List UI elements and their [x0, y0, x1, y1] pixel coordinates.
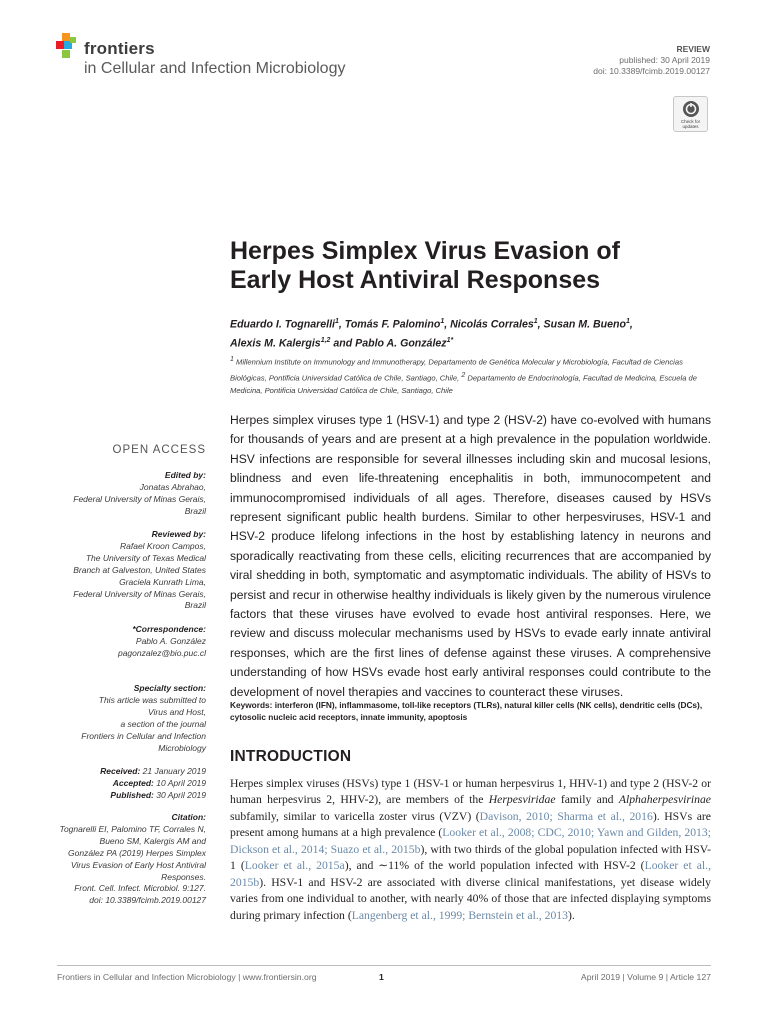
edited-by-line: Jonatas Abrahao,: [139, 481, 206, 492]
correspondence-email[interactable]: pagonzalez@bio.puc.cl: [117, 647, 206, 658]
citation-line: Responses.: [161, 871, 206, 882]
edited-by-label: Edited by:: [164, 470, 206, 480]
intro-text: ). HSV-1 and HSV-2 are associated with diverse clinical manifestations, yet disease widely varies from one individual to another, with nearly 40% of those that are infected displaying symptoms during primary infection (: [230, 875, 711, 922]
author-name[interactable]: Alexis M. Kalergis: [230, 337, 321, 350]
publication-info: [593, 44, 710, 77]
header-doi: doi: 10.3389/fcimb.2019.00127: [593, 66, 710, 76]
page-number: 1: [379, 972, 384, 982]
accepted-label: Accepted:: [112, 777, 154, 788]
footer-volume-info: April 2019 | Volume 9 | Article 127: [580, 972, 711, 982]
edited-by-block: [30, 470, 206, 518]
reviewed-by-line: Rafael Kroon Campos,: [120, 540, 206, 551]
reviewed-by-line: Federal University of Minas Gerais,: [73, 588, 206, 599]
author-affil: 1: [334, 318, 339, 325]
intro-text: ). HSVs are present among humans at a high prevalence (: [230, 809, 711, 840]
citation-link[interactable]: Langenberg et al., 1999; Bernstein et al., 2013: [351, 908, 568, 922]
author-affil: 1,2: [320, 336, 331, 344]
footer-journal-link[interactable]: Frontiers in Cellular and Infection Microbiology | www.frontiersin.org: [57, 972, 317, 982]
published-date: published: 30 April 2019: [619, 55, 710, 65]
specialty-line: Virus and Host,: [148, 706, 206, 717]
published-label: Published:: [110, 789, 154, 800]
keywords-list: interferon (IFN), inflammasome, toll-like receptors (TLRs), natural killer cells (NK cells), dendritic cells (DCs), cytosolic nucleic acid receptors, innate immunity, apoptosis: [230, 700, 703, 722]
citation-line: Tognarelli EI, Palomino TF, Corrales N,: [59, 823, 206, 834]
reviewed-by-line: Graciela Kunrath Lima,: [119, 576, 206, 587]
intro-text: ).: [568, 908, 575, 922]
footer-divider: [57, 965, 711, 966]
citation-label: Citation:: [171, 812, 206, 822]
specialty-label: Specialty section:: [133, 683, 206, 693]
specialty-section-block: [30, 683, 206, 754]
specialty-line: a section of the journal: [120, 718, 206, 729]
journal-name: in Cellular and Infection Microbiology: [84, 60, 346, 77]
affiliation-1: Millennium Institute on Immunology and Immunotherapy, Departamento de Genética Molecular y Microbiología, Facultad de Ciencias Biológicas, Pontificia Universidad Católica de Chile, Santiago, Chile,: [230, 357, 683, 383]
author-affil: 1: [440, 318, 445, 325]
reviewed-by-block: [30, 529, 206, 612]
article-type: REVIEW: [676, 44, 710, 54]
specialty-line: Frontiers in Cellular and Infection: [81, 730, 206, 741]
author-separator: ,: [629, 318, 633, 331]
abstract: Herpes simplex viruses type 1 (HSV-1) and type 2 (HSV-2) have co-evolved with humans for thousands of years and are present at a high prevalence in the population worldwide. HSV infections are responsible for several illnesses including skin and mucosal lesions, blindness and even life-threatening encephalitis in both, immunocompetent and immunocompromised individuals of all ages. Therefore, diseases caused by HSVs represent significant public health burdens. Similar to other herpesviruses, HSV-1 and HSV-2 produce lifelong infections in the host by establishing latency in neurons and sporadically reactivating from these cells, eliciting recurrences that are accompanied by viral shedding in both, symptomatic and asymptomatic individuals. The ability of HSVs to persist and recur in otherwise healthy individuals is likely given by the numerous virulence factors that these viruses have evolved to evade host antiviral responses. Here, we review and discuss molecular mechanisms used by HSVs to evade early innate antiviral responses, which are the first lines of defense against these viruses. A comprehensive understanding of how HSVs evade host early antiviral responses could contribute to the development of novel therapies and vaccines to counteract these viruses.: [230, 413, 711, 699]
published-date: 30 April 2019: [153, 789, 206, 800]
author-list: [230, 314, 710, 351]
intro-text: family and: [555, 793, 619, 807]
reviewed-by-line: Brazil: [184, 600, 206, 611]
check-updates-line1: Check for: [680, 119, 701, 124]
introduction-paragraph: [230, 776, 711, 924]
reviewed-by-line: Branch at Galveston, United States: [73, 564, 206, 575]
author-affil: 1*: [446, 336, 454, 344]
edited-by-line: Federal University of Minas Gerais,: [73, 493, 206, 504]
received-label: Received:: [100, 766, 141, 776]
intro-text: ), with two thirds of the global population infected with HSV-1 (: [230, 842, 711, 873]
affiliation-marker: 2: [461, 371, 466, 379]
citation-line: González PA (2019) Herpes Simplex: [68, 847, 206, 858]
citation-line: Bueno SM, Kalergis AM and: [99, 835, 206, 846]
received-date: 21 January 2019: [140, 766, 206, 776]
citation-link[interactable]: Davison, 2010; Sharma et al., 2016: [479, 809, 653, 823]
citation-doi[interactable]: doi: 10.3389/fcimb.2019.00127: [89, 895, 206, 906]
accepted-date: 10 April 2019: [153, 777, 206, 788]
intro-text: Herpes simplex viruses (HSVs) type 1 (HSV-1 or human herpesvirus 1, HHV-1) and type 2 (HSV-2 or human herpesvirus 2, HHV-2), are members of the: [230, 777, 711, 807]
keywords-label: Keywords:: [230, 700, 273, 710]
frontiers-logo-icon: [56, 33, 78, 59]
author-name[interactable]: , Tomás F. Palomino: [338, 318, 441, 331]
keywords: [230, 699, 711, 723]
author-name[interactable]: Eduardo I. Tognarelli: [230, 318, 335, 331]
author-affil: 1: [533, 318, 538, 325]
affiliation-2: Departamento de Endocrinología, Facultad de Medicina, Escuela de Medicina, Pontificia Universidad Católica de Chile, Santiago, Chile: [230, 373, 697, 396]
correspondence-block: [30, 624, 206, 660]
intro-text: subfamily, similar to varicella zoster virus (VZV) (: [230, 809, 480, 823]
citation-link[interactable]: Looker et al., 2008; CDC, 2010; Yawn and Gilden, 2013; Dickson et al., 2014; Suazo et al., 2015b: [230, 826, 711, 856]
check-for-updates-button[interactable]: [673, 96, 708, 132]
citation-line: Virus Evasion of Early Host Antiviral: [70, 859, 206, 870]
open-access-label: OPEN ACCESS: [112, 444, 206, 456]
citation-block: [30, 812, 206, 907]
correspondence-name: Pablo A. González: [135, 635, 206, 646]
title-line-2: Early Host Antiviral Responses: [230, 266, 601, 294]
author-affil: 1: [625, 318, 630, 325]
title-line-1: Herpes Simplex Virus Evasion of: [230, 237, 620, 265]
citation-link[interactable]: Looker et al., 2015b: [230, 859, 711, 889]
author-name[interactable]: and Pablo A. González: [330, 337, 447, 350]
citation-line: Front. Cell. Infect. Microbiol. 9:127.: [74, 883, 206, 894]
correspondence-label: *Correspondence:: [132, 624, 206, 634]
intro-italic: Herpesviridae: [488, 793, 556, 807]
intro-text: ), and ∼11% of the world population infected with HSV-2 (: [344, 859, 645, 873]
journal-brand: frontiers: [84, 39, 155, 58]
check-updates-icon: [682, 100, 700, 118]
edited-by-line: Brazil: [184, 505, 206, 516]
citation-link[interactable]: Looker et al., 2015a: [244, 859, 345, 873]
dates-block: [30, 766, 206, 802]
reviewed-by-label: Reviewed by:: [151, 529, 206, 539]
specialty-line: This article was submitted to: [98, 694, 206, 705]
check-updates-line2: updates: [682, 124, 699, 129]
affiliation-marker: 1: [230, 356, 234, 363]
section-heading-introduction: INTRODUCTION: [230, 748, 352, 765]
author-name[interactable]: , Nicolás Corrales: [444, 318, 534, 331]
intro-italic: Alphaherpesvirinae: [618, 793, 711, 807]
reviewed-by-line: The University of Texas Medical: [85, 552, 206, 563]
author-name[interactable]: , Susan M. Bueno: [537, 318, 626, 331]
article-title: [230, 237, 710, 295]
affiliations: [230, 353, 712, 397]
specialty-line: Microbiology: [158, 742, 206, 753]
